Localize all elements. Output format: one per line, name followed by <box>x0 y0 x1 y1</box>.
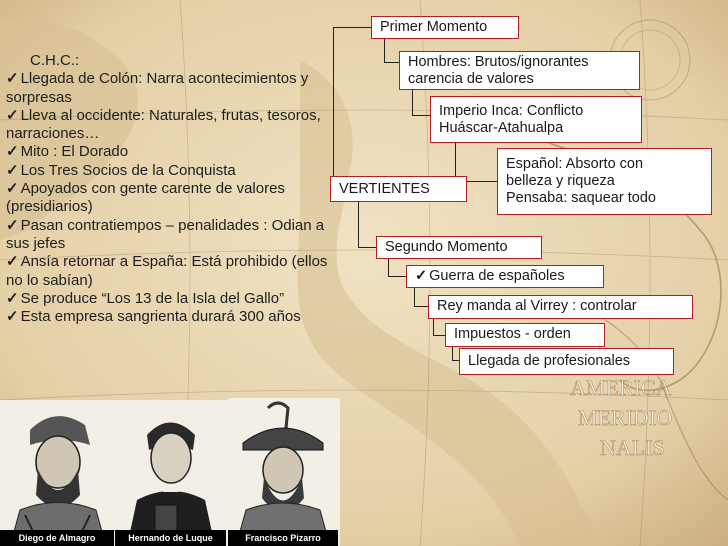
portrait-luque <box>115 400 228 546</box>
bullet-item: ✓ Se produce “Los 13 de la Isla del Gallo” <box>6 290 346 308</box>
map-label-america: AMERICA <box>570 375 672 400</box>
connector-to-guerra <box>388 276 406 277</box>
connector-to-llegada <box>452 360 459 361</box>
connector-to-segundo <box>358 247 376 248</box>
connector-to-rey <box>414 306 428 307</box>
box-imperio-inca: Imperio Inca: Conflicto Huáscar-Atahualpa <box>430 96 642 143</box>
connector-to-hombres <box>384 62 399 63</box>
bullet-item: ✓ Ansía retornar a España: Está prohibido (ellos no lo sabían) <box>6 253 346 290</box>
section-header: C.H.C.: <box>30 52 80 69</box>
box-espanol: Español: Absorto con belleza y riqueza Pensaba: saquear todo <box>497 148 712 215</box>
box-guerra: ✓ Guerra de españoles <box>406 265 604 288</box>
map-label-nalis: NALIS <box>600 435 665 460</box>
map-label-meridio: MERIDIO <box>578 405 673 430</box>
connector-to-primer <box>333 27 371 28</box>
bullet-item: ✓ Mito : El Dorado <box>6 143 346 161</box>
portrait-caption: Francisco Pizarro <box>228 530 338 546</box>
luque-engraving-icon <box>115 400 226 546</box>
portrait-pizarro <box>228 398 340 546</box>
connector-guerra-down <box>414 287 415 307</box>
almagro-engraving-icon <box>0 400 114 546</box>
box-llegada: Llegada de profesionales <box>459 348 674 375</box>
connector-hombres-down <box>412 89 413 115</box>
bullet-item: ✓ Llegada de Colón: Narra acontecimientos y sorpresas <box>6 70 346 107</box>
box-hombres: Hombres: Brutos/ignorantes carencia de valores <box>399 51 640 90</box>
bullet-item: ✓ Pasan contratiempos – penalidades : Odian a sus jefes <box>6 217 346 254</box>
portrait-caption: Hernando de Luque <box>115 530 226 546</box>
portrait-caption: Diego de Almagro <box>0 530 114 546</box>
connector-to-imperio <box>412 115 430 116</box>
box-impuestos: Impuestos - orden <box>445 323 605 347</box>
bullet-item: ✓ Esta empresa sangrienta durará 300 años <box>6 308 346 326</box>
box-vertientes: VERTIENTES <box>330 176 467 202</box>
connector-impuestos-down <box>452 346 453 361</box>
pizarro-engraving-icon <box>228 398 338 546</box>
bullet-item: ✓ Apoyados con gente carente de valores (presidiarios) <box>6 180 346 217</box>
bullet-item: ✓ Lleva al occidente: Naturales, frutas, tesoros, narraciones… <box>6 107 346 144</box>
box-primer-momento: Primer Momento <box>371 16 519 39</box>
connector-vertientes-down <box>358 201 359 247</box>
connector-segundo-down <box>388 257 389 277</box>
box-segundo-momento: Segundo Momento <box>376 236 542 259</box>
connector-rey-down <box>433 318 434 336</box>
left-text-block <box>6 52 346 326</box>
portrait-almagro <box>0 400 116 546</box>
connector-primer-down <box>384 38 385 62</box>
box-rey: Rey manda al Virrey : controlar <box>428 295 693 319</box>
connector-to-impuestos <box>433 335 445 336</box>
bullet-item: ✓ Los Tres Socios de la Conquista <box>6 162 346 180</box>
connector-main-vertical <box>333 27 334 192</box>
